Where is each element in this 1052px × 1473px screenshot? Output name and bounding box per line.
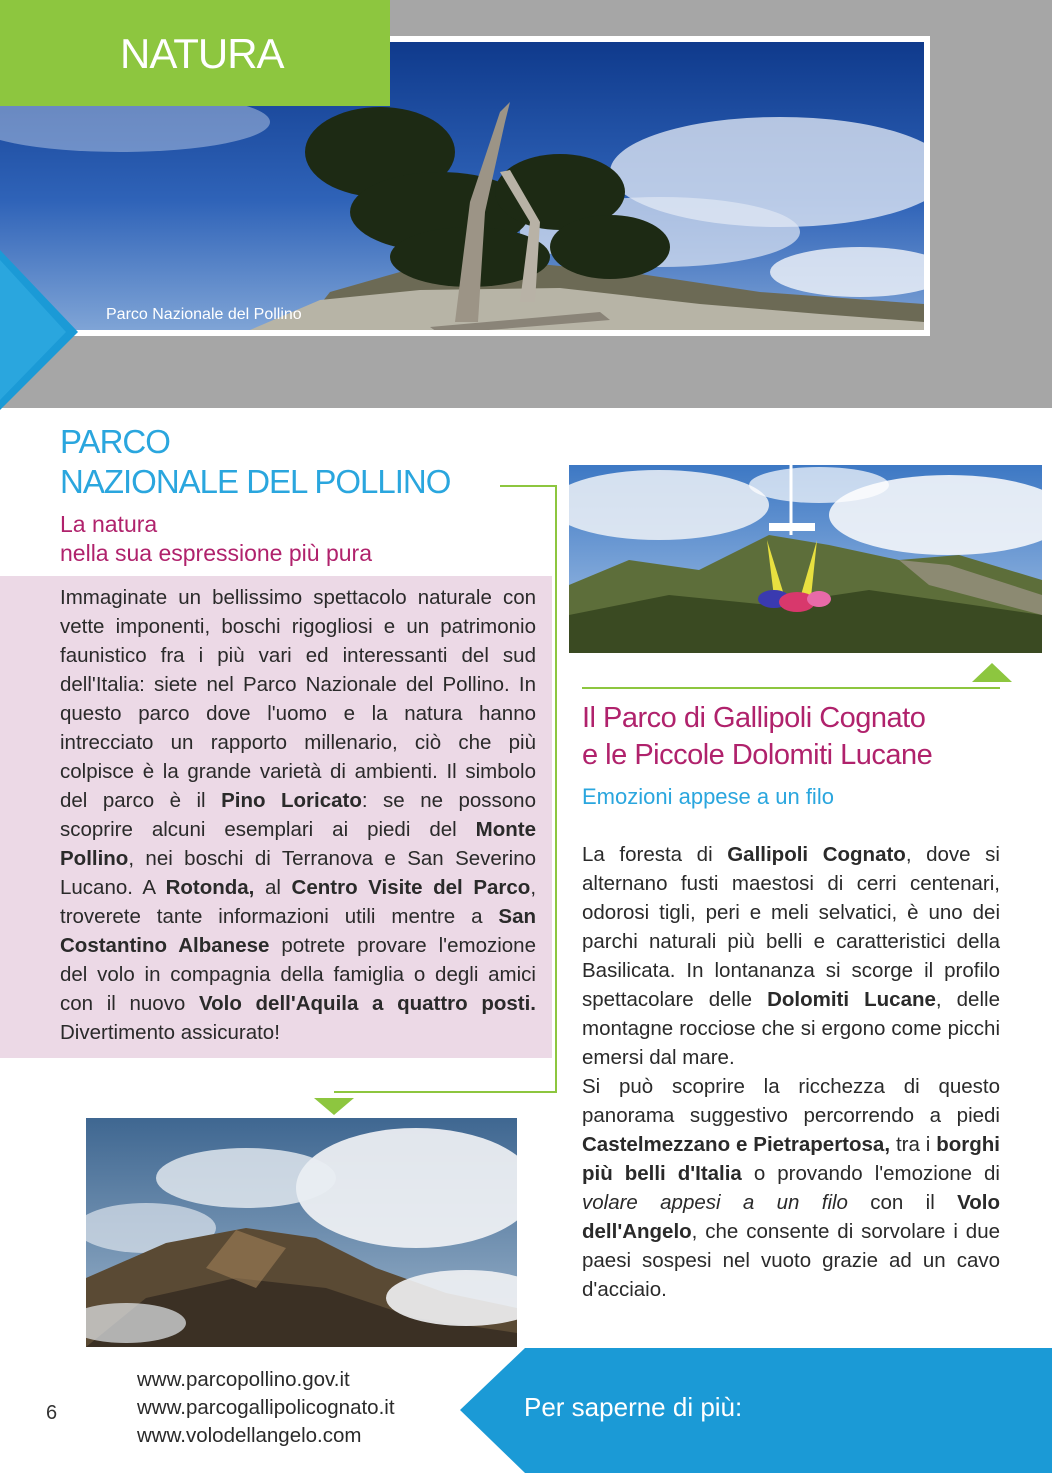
article-title-pollino: PARCO NAZIONALE DEL POLLINO: [60, 423, 451, 500]
gallipoli-body-run: tra i: [890, 1133, 937, 1156]
gallipoli-body-run: con il: [847, 1191, 958, 1214]
pollino-body-run: Monte Pollino: [60, 818, 536, 870]
article-body-gallipoli: [582, 840, 1000, 1304]
section-label: NATURA: [120, 30, 284, 77]
gallipoli-body-run: , delle montagne rocciose che si ergono come picchi emersi dal mare.: [582, 988, 1000, 1069]
article-title-gallipoli: Il Parco di Gallipoli Cognato e le Piccole Dolomiti Lucane: [582, 702, 933, 771]
pollino-body-run: Centro Visite del Parco: [291, 876, 531, 899]
article-subtitle-pollino: La natura nella sua espressione più pura: [60, 511, 372, 566]
gallipoli-body-run: Si può scoprire la ricchezza di questo panorama suggestivo percorrendo a piedi: [582, 1075, 1000, 1127]
pollino-body-run: Rotonda,: [165, 876, 255, 899]
arrow-down-icon: [314, 1098, 354, 1115]
gallipoli-body-run: , dove si alternano fusti maestosi di cerri centenari, odorosi tigli, peri e meli selvatici, è uno dei parchi naturali più belli e caratteristici della Basilicata. In lontananza si scorge il profilo spettacolare delle: [582, 843, 1000, 1011]
article-subtitle-gallipoli: Emozioni appese a un filo: [582, 784, 834, 809]
blue-chevron-decoration: [0, 250, 80, 410]
pollino-body-run: San Costantino Albanese: [60, 905, 536, 957]
link-parcogallipolicognato[interactable]: www.parcogallipolicognato.it: [137, 1396, 395, 1419]
pollino-body-run: Pino Loricato: [221, 789, 362, 812]
hero-caption: Parco Nazionale del Pollino: [106, 306, 302, 323]
section-tag: [0, 0, 390, 106]
gallipoli-body-run: o provando l'emozione di: [741, 1162, 1000, 1185]
link-parcopollino[interactable]: www.parcopollino.gov.it: [137, 1368, 350, 1391]
page-number: 6: [46, 1402, 58, 1424]
pollino-body-run: potrete provare l'emozione del volo in compagnia della famiglia o degli amici con il nuovo: [60, 934, 536, 1015]
gallipoli-body-run: Gallipoli Cognato: [727, 843, 906, 866]
pollino-body-run: al: [254, 876, 292, 899]
arrow-up-icon: [972, 663, 1012, 682]
gallipoli-body-run: Volo dell'Angelo: [582, 1191, 1000, 1243]
pollino-body-run: : se ne possono scoprire alcuni esemplari ai piedi del: [60, 789, 536, 841]
pollino-body-run: Divertimento assicurato!: [60, 1021, 280, 1044]
pollino-body-run: Volo dell'Aquila a quattro posti.: [198, 992, 536, 1015]
footer-links: [137, 1366, 395, 1450]
pollino-body-run: Immaginate un bellissimo spettacolo naturale con vette imponenti, boschi rigogliosi e un patrimonio faunistico fra i più vari ed interessanti del sud dell'Italia: siete nel Parco Nazionale del Pollino. In questo parco dove l'uomo e la natura hanno intrecciato un rapporto millenario, ciò che più colpisce è la grande varietà di ambienti. Il simbolo del parco è il: [60, 586, 536, 812]
gallipoli-body-run: , che consente di sorvolare i due paesi sospesi nel vuoto grazie ad un cavo d'acciaio.: [582, 1220, 1000, 1301]
gallipoli-body-run: La foresta di: [582, 843, 728, 866]
photo-mountain-clouds: [86, 1118, 517, 1347]
gallipoli-body-run: Castelmezzano e Pietrapertosa,: [582, 1133, 891, 1156]
link-volodellangelo[interactable]: www.volodellangelo.com: [137, 1424, 362, 1447]
article-body-pollino: [60, 583, 536, 1047]
pollino-body-run: , troverete tante informazioni utili mentre a: [60, 876, 537, 928]
pollino-body-run: , nei boschi di Terranova e San Severino Lucano. A: [60, 847, 536, 899]
gallipoli-body-run: volare appesi a un filo: [582, 1191, 848, 1214]
photo-volo-angelo: [569, 465, 1042, 653]
more-info-label: Per saperne di più:: [524, 1392, 743, 1422]
gallipoli-body-run: borghi più belli d'Italia: [582, 1133, 1000, 1185]
gallipoli-body-run: Dolomiti Lucane: [767, 988, 936, 1011]
